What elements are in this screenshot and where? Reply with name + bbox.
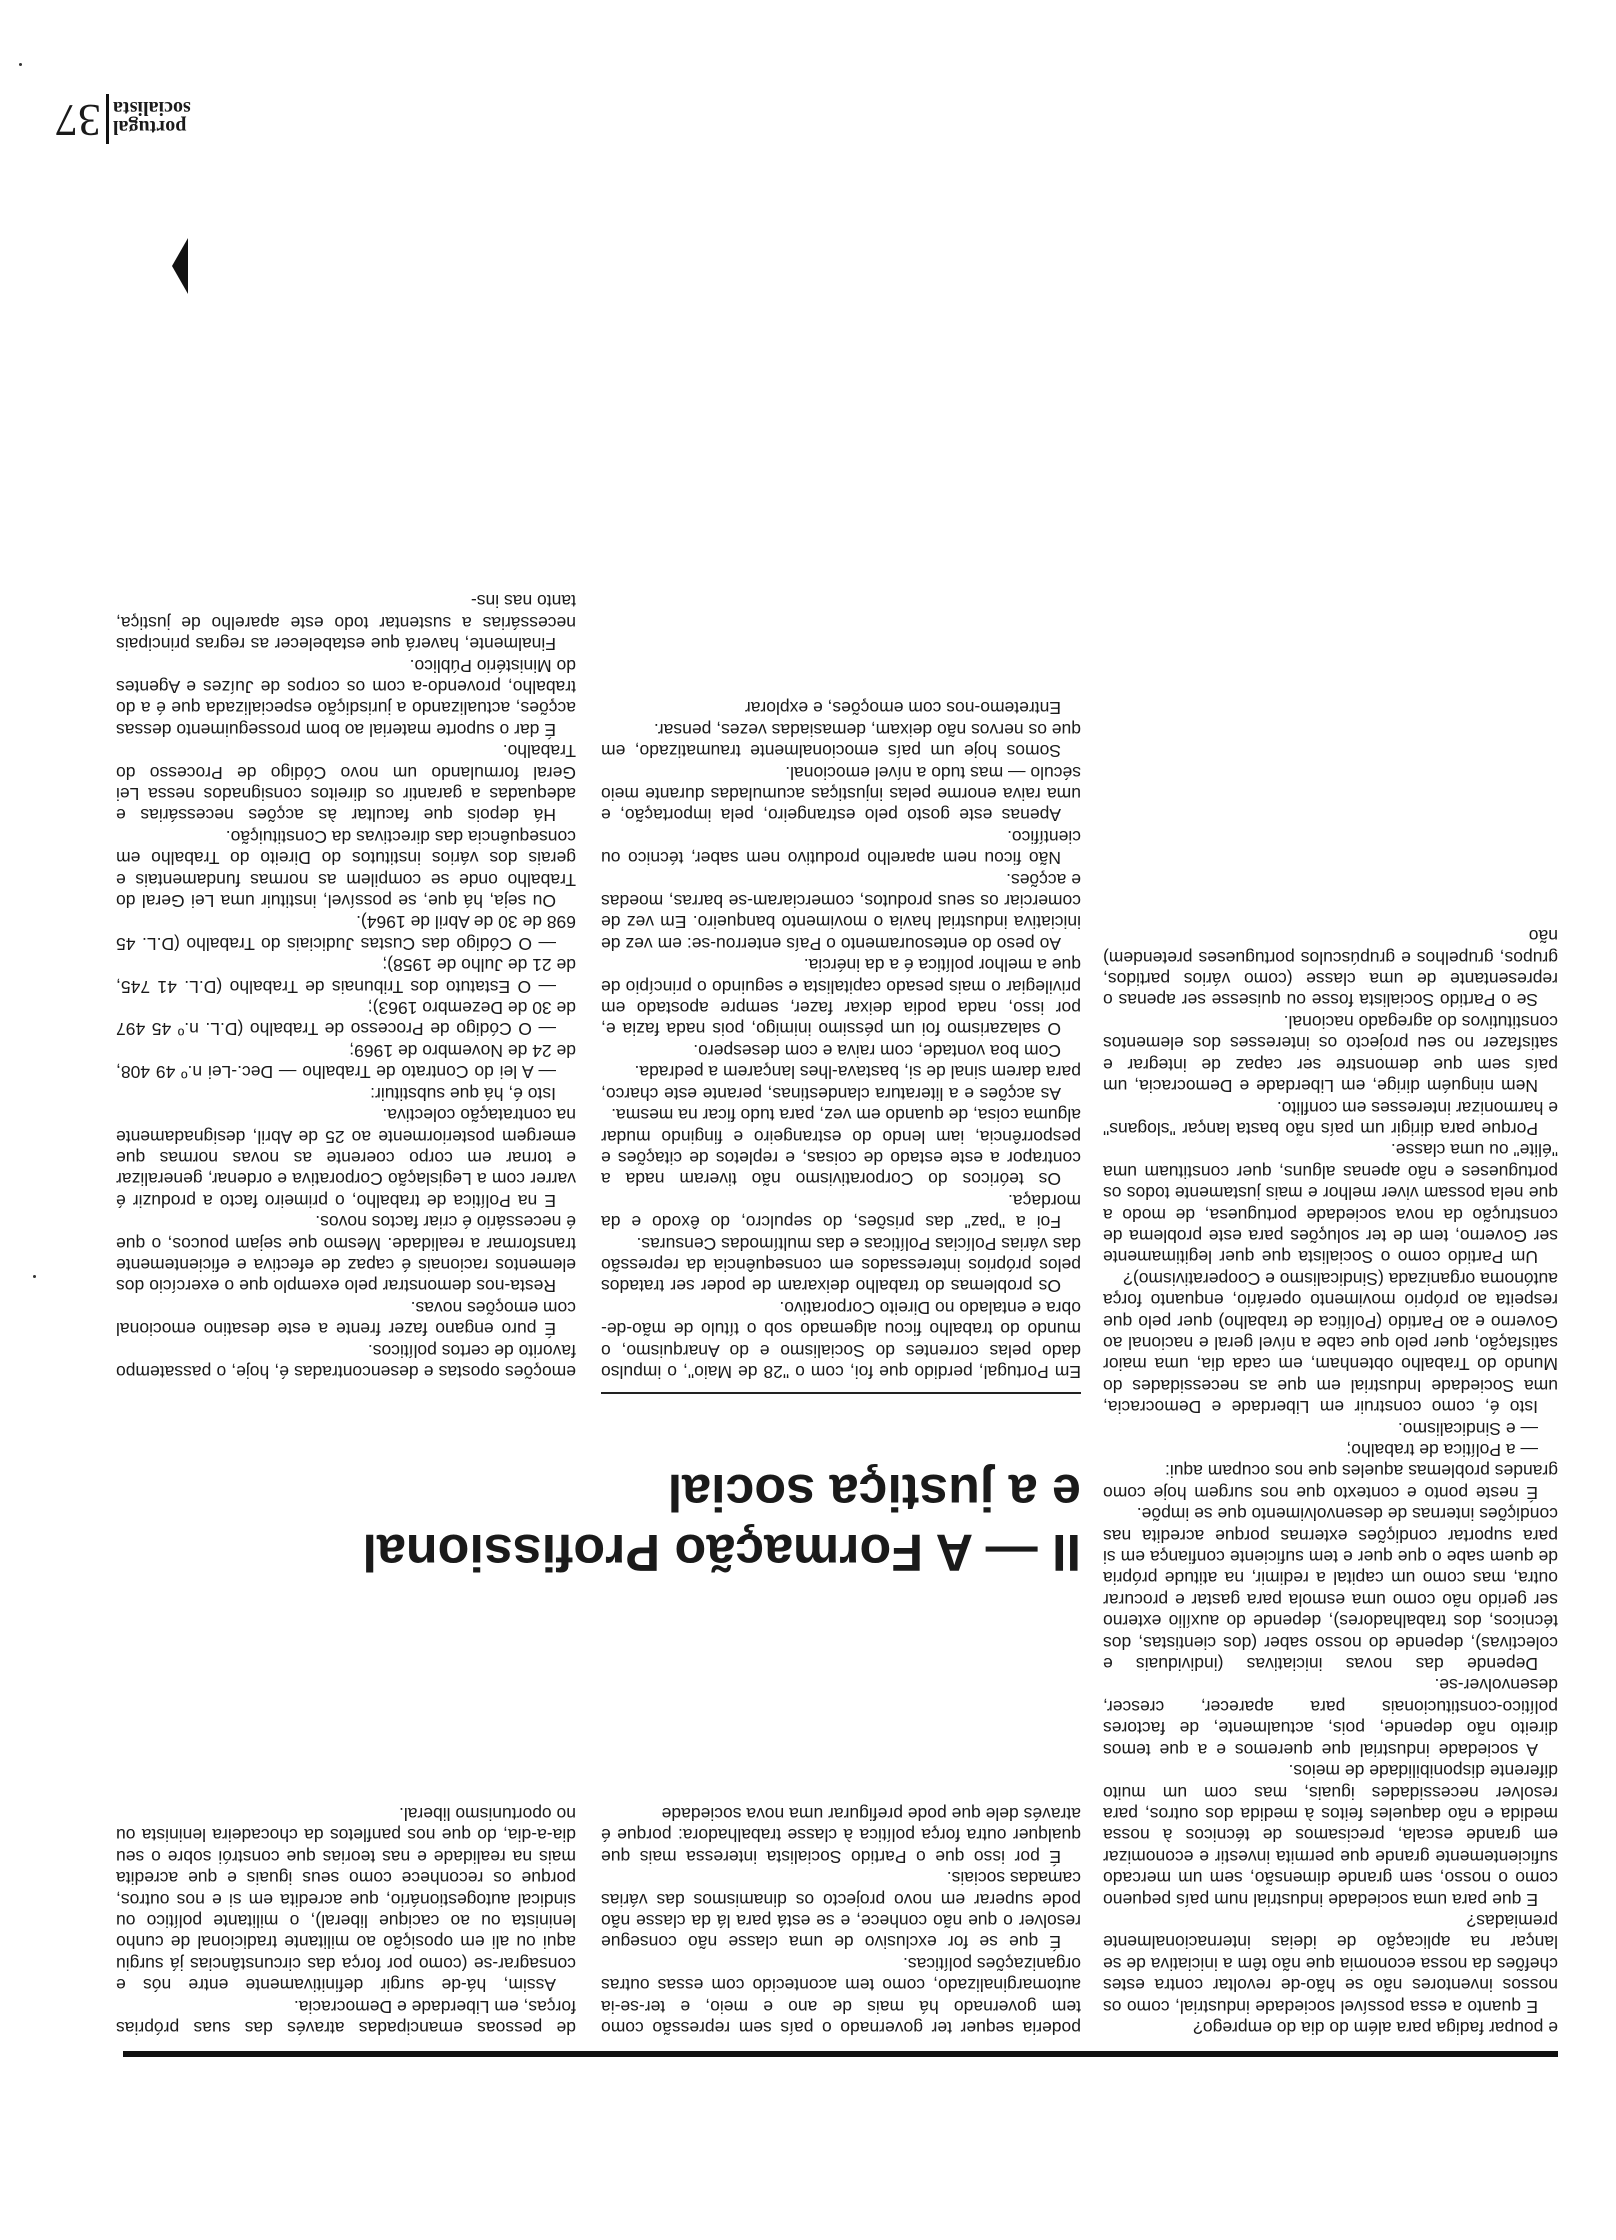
paragraph: Isto é, há que substituir: — [370, 1083, 556, 1104]
paragraph: Com boa vontade, com raiva e com desespero. — [693, 1040, 1061, 1061]
paragraph: Finalmente, haverá que estabelecer as regras principais necessárias a sustentar todo este aparelho de justiça, tanto nas ins- — [116, 591, 576, 655]
paragraph: A sociedade industrial que queremos e a que temos direito não depende, pois, actualmente, de factores político-constitucionais para aparecer, crescer, desenvolver-se. — [1103, 1675, 1558, 1760]
paragraph: As acções e a literatura clandestinas, perante este charco, para darem sinal de si, bastava-lhes lançarem a pedrada. — [601, 1062, 1081, 1104]
arrow-pointer-icon — [172, 238, 188, 294]
masthead — [53, 88, 223, 148]
paragraph: Resta-nos demonstrar pelo exemplo que o exercício dos elementos racionais é capaz de efectiva e eficientemente transformar a realidade. Mesmo que sejam poucos, o que é necessário é criar factos novos. — [116, 1212, 576, 1297]
paragraph: É dar o suporte material ao bom prosseguimento dessas acções, actualizando a jurisdição especializada que é a do trabalho, provendo-a com os corpos de Juízes e Agentes do Ministério Público. — [116, 655, 576, 740]
column-right-top — [116, 1803, 576, 2038]
paragraph: — O Código das Custas Judiciais do Trabalho (D.L. 45 698 de 30 de Abril de 1964). — [116, 912, 576, 954]
paragraph: — e Sindicalismo. — [1397, 1418, 1538, 1439]
publication-logo: portugal socialista — [113, 97, 191, 138]
paragraph: E na Política de trabalho, o primeiro facto a produzir é varrer com a Legislação Corporativa e ordenar, generalizar e tornar em corpo coerente as novas normas que emergem posteriormente ao 25 de Abril, designadamente na contratação colectiva. — [116, 1105, 576, 1211]
paragraph: Um Partido como o Socialista que quer legitimamente ser Governo, tem de ter soluções para este problema de construção da nova sociedade portuguesa, de modo a que nela possam viver melhor e mais justamente todos os portugueses e não apenas alguns, quer constituam uma "élite" ou uma classe. — [1103, 1140, 1558, 1268]
paragraph: Ao peso do entesouramento o País enterrou-se: em vez de iniciativa industrial havia o movimento banqueiro. Em vez de comerciar os seus produtos, comerciaram-se barras, moedas e acções. — [601, 869, 1081, 954]
paragraph: O salazarismo foi um péssimo inimigo, pois nada fazia e, por isso, nada podia deixar fazer, sempre apostado em privilegiar o mais pesado capitalista e seguindo o princípio de que a melhor política é a da inércia. — [601, 955, 1081, 1040]
paragraph: Em Portugal, perdido que foi, com o "28 de Maio", o impulso dado pelas correntes do Socialismo e do Anarquismo, o mundo do trabalho ficou algemado sob o título de mão-de-obra e entalado no Direito Corporativo. — [601, 1297, 1081, 1382]
paragraph: É que se for exclusivo de uma classe não consegue resolver o que não conhece, e se está para lá da classe não pode superar em novo projecto os dinamismos das várias camadas sociais. — [601, 1868, 1081, 1953]
paragraph: É puro engano fazer frente a este desatino emocional com emoções novas. — [116, 1297, 576, 1340]
paragraph: poderia sequer ter governado o país sem repressão como tem governado há mais de ano e meio, e ter-se-ia automarginalizado, como tem acontecido com essas outras organizações políticas. — [601, 1953, 1081, 2038]
paragraph: É neste ponto e contexto que nos surgem hoje como grandes problemas aqueles que nos ocupam aqui: — [1103, 1461, 1558, 1503]
paragraph: E quanto a essa possível sociedade industrial, como os nossos inventores não se hão-de revoltar contra estes chefões da nossa economia que não têm a iniciativa de se lançar na aplicação de ideias internacionalmente premiadas? — [1103, 1910, 1558, 2017]
top-rule — [123, 2051, 1558, 2057]
paragraph: Não ficou nem aparelho produtivo nem saber, técnico ou científico. — [601, 826, 1081, 869]
paragraph: Apenas este gosto pelo estrangeiro, pela importação, e uma raiva enorme pelas injustiças acumuladas durante meio século — mas tudo a nível emocional. — [601, 762, 1081, 826]
paragraph: emoções opostas e desencontradas é, hoje, o passatempo favorito de certos políticos. — [116, 1340, 576, 1382]
paragraph: Há depois que facultar às acções necessárias e adequadas a garantir os direitos consignados nessa Lei Geral formulando um novo Código de Processo do Trabalho. — [116, 741, 576, 826]
paragraph: Assim, há-de surgir definitivamente entre nós e consagrar-se (como por força das circunstâncias já surgiu aqui ou ali em oposição ao militante tradicional de cunho leninista ou ao cacique liberal), o militante político ou sindical autogestionário, que acredita em si e nos outros, porque os reconhece como seus iguais e que acredita mais na realidade e nas teorias que constrói sobre o seu dia-a-dia, do que nos panfletos da chocadeira leninista ou no oportunismo liberal. — [116, 1803, 576, 1996]
paragraph: Somos hoje um país emocionalmente traumatizado, em que os nervos não deixam, demasiadas vezes, pensar. — [601, 719, 1081, 762]
paragraph: Os teóricos do Corporativismo não tiveram nada a contrapor a este estado de coisas, e repletos de citações e pesporrência, iam lendo do estrangeiro e fingindo mudar alguma coisa, de quando em vez, para tudo ficar na mesma. — [601, 1105, 1081, 1190]
paragraph: Depende das novas iniciativas (individuais e colectivas), depende do nosso saber (dos cientistas, dos técnicos, dos trabalhadores), depende do auxílio externo ser gerido não como uma esmola para gastar e procurar outra, mas como um capital a redimir, na atitude própria de quem sabe o que quer e tem suficiente confiança em si para suportar condições externas porque acredita nas condições internas de desenvolvimento que se impõe. — [1103, 1504, 1558, 1675]
paragraph: — A lei do Contrato de Trabalho — Dec.-Lei n.º 49 408, de 24 de Novembro de 1969; — [116, 1040, 576, 1083]
paragraph: Entretemo-nos com emoções, e explorar — [744, 698, 1061, 719]
column-middle-bottom — [601, 697, 1081, 1382]
paragraph: e poupar fadiga para além do dia do emprego? — [1193, 2018, 1558, 2038]
paragraph: Foi a "paz" das prisões, do sepulcro, do êxodo e da mordaça. — [601, 1190, 1081, 1233]
paragraph: Isto é, como construir em Liberdade e Democracia, uma Sociedade Industrial em que as necessidades do Mundo do Trabalho obtenham, em cada dia, uma maior satisfação, quer pelo que cabe a nível geral e nacional ao Governo e ao Partido (Política de trabalho) quer pelo que respeita ao próprio movimento operário, enquanto força autónoma organizada (Sindicalismo e Cooperativismo)? — [1103, 1268, 1558, 1418]
column-left — [1103, 925, 1558, 2038]
paragraph: de pessoas emancipadas através das suas próprias forças, em Liberdade e Democracia. — [116, 1996, 576, 2038]
paragraph: — a Política de trabalho; — [1346, 1440, 1538, 1461]
scan-speck — [33, 1275, 36, 1278]
paragraph: Nem ninguém dirige, em Liberdade e Democracia, um país sem que demonstre ser capaz de integrar e satisfazer no seu projecto os interesses dos elementos constitutivos do agregado nacional. — [1103, 1011, 1558, 1097]
title-rule — [601, 1392, 1081, 1394]
article-title: II — A Formação Profissional e a justiça social — [362, 1463, 1081, 1581]
paragraph: E que para uma sociedade industrial num país pequeno como o nosso, sem grande dimensão, sem um mercado suficientemente grande que permita investir e economizar em grande escala, precisamos de técnicos à nossa medida e não daqueles feitos à medida dos outros, para resolver necessidades iguais, mas com um muito diferente disponibilidade de meios. — [1103, 1761, 1558, 1910]
masthead-divider — [106, 94, 109, 144]
scan-speck — [19, 63, 22, 66]
paragraph: Os problemas do trabalho deixaram de poder ser tratados pelos próprios interessados em consequência da repressão das várias Polícias Políticas e das multímodas Censuras. — [601, 1233, 1081, 1297]
paragraph: Ou seja, há que, se possível, instituir uma Lei Geral do Trabalho onde se compilem as normas fundamentais e gerais dos vários institutos do Direito do Trabalho em consequência das directivas da Constituição. — [116, 826, 576, 912]
paragraph: — O Estatuto dos Tribunais de Trabalho (D.L. 41 745, de 21 de Julho de 1958); — [116, 955, 576, 997]
column-middle-top — [601, 1803, 1081, 2038]
paragraph: Se o Partido Socialista fosse ou quisesse ser apenas o representante de uma classe (como vários partidos, grupos, grupelhos e grupúsculos portugueses pretendem) não — [1103, 926, 1558, 1011]
page-number: 37 — [55, 95, 101, 146]
paragraph: Porque para dirigir um país não basta lançar "slogans" e harmonizar interesses em conflito. — [1103, 1097, 1558, 1139]
paragraph: — O Código de Processo de Trabalho (D.L. n.º 45 497 de 30 de Dezembro 1963); — [116, 998, 576, 1040]
column-right-bottom — [116, 590, 576, 1382]
paragraph: É por isso que o Partido Socialista interessa mais que qualquer outra força política à classe trabalhadora: porque é através dele que pode prefigurar uma nova sociedade — [601, 1803, 1081, 1867]
